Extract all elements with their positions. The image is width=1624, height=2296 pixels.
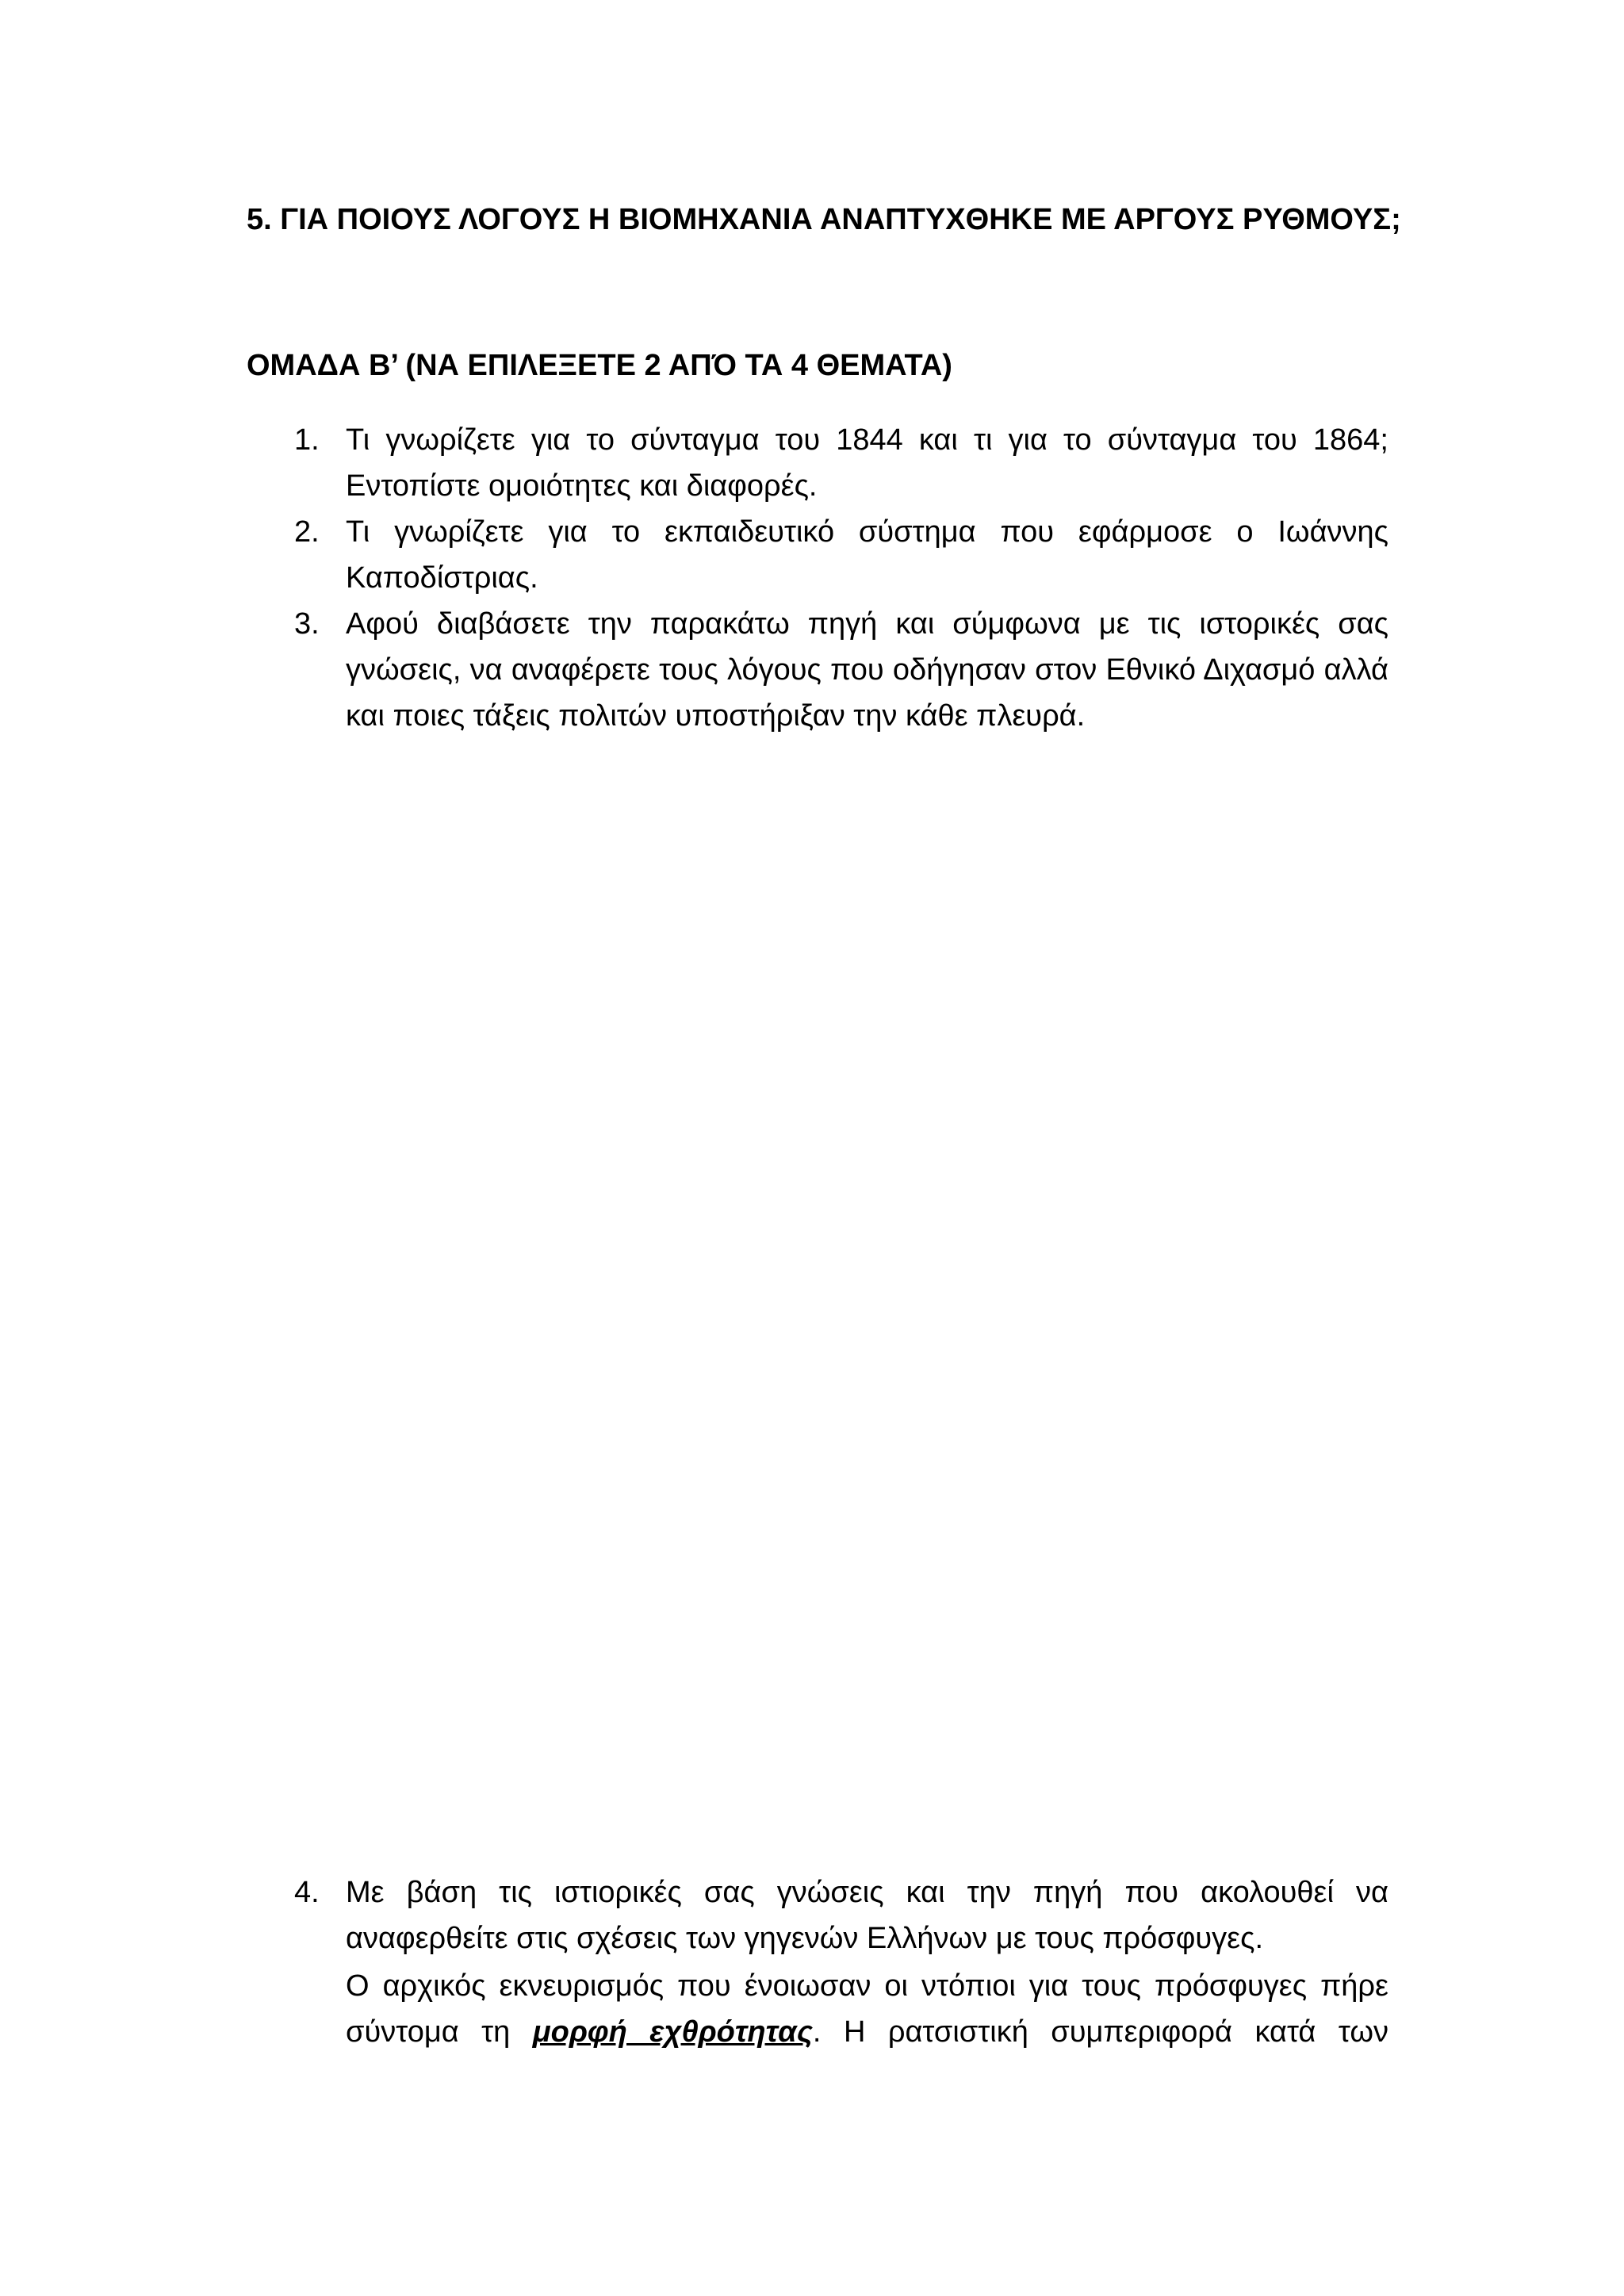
list-item [247,417,1388,509]
list-item-number: 3. [294,607,320,641]
source-text-before: Ο αρχικός εκνευρισμός που ένοιωσαν οι ντόπιοι για τους πρόσφυγες πήρε σύντομα τη [346,1969,1388,2049]
question-4-list [247,1869,1388,1961]
list-item [247,1869,1388,1961]
group-b-question-list [247,417,1388,739]
list-item-text: Τι γνωρίζετε για το εκπαιδευτικό σύστημα που εφάρμοσε ο Ιωάννης Καποδίστριας. [346,515,1388,595]
list-item [247,601,1388,739]
list-item-number: 4. [294,1876,320,1909]
list-item-number: 2. [294,515,320,549]
source-excerpt [346,1963,1388,2055]
list-item-text: Τι γνωρίζετε για το σύνταγμα του 1844 και τι για το σύνταγμα του 1864; Εντοπίστε ομοιότητες και διαφορές. [346,423,1388,503]
list-item [247,509,1388,601]
source-emphasis: μορφή εχθρότητας [532,2015,813,2049]
source-text-after: . Η ρατσιστική συμπεριφορά κατά των [812,2015,1388,2049]
list-item-text: Με βάση τις ιστιορικές σας γνώσεις και την πηγή που ακολουθεί να αναφερθείτε στις σχέσεις των γηγενών Ελλήνων με τους πρόσφυγες. [346,1876,1388,1955]
list-item-text: Αφού διαβάσετε την παρακάτω πηγή και σύμφωνα με τις ιστορικές σας γνώσεις, να αναφέρετε τους λόγους που οδήγησαν στον Εθνικό Διχασμό αλλά και ποιες τάξεις πολιτών υποστήριξαν την κάθε πλευρά. [346,607,1388,733]
list-item-number: 1. [294,423,320,457]
question-5-heading: 5. ΓΙΑ ΠΟΙΟΥΣ ΛΟΓΟΥΣ Η ΒΙΟΜΗΧΑΝΙΑ ΑΝΑΠΤΥΧΘΗΚΕ ΜΕ ΑΡΓΟΥΣ ΡΥΘΜΟΥΣ; [247,203,1401,236]
group-b-heading: ΟΜΑΔΑ Β’ (ΝΑ ΕΠΙΛΕΞΕΤΕ 2 ΑΠΌ ΤΑ 4 ΘΕΜΑΤΑ) [247,349,952,382]
